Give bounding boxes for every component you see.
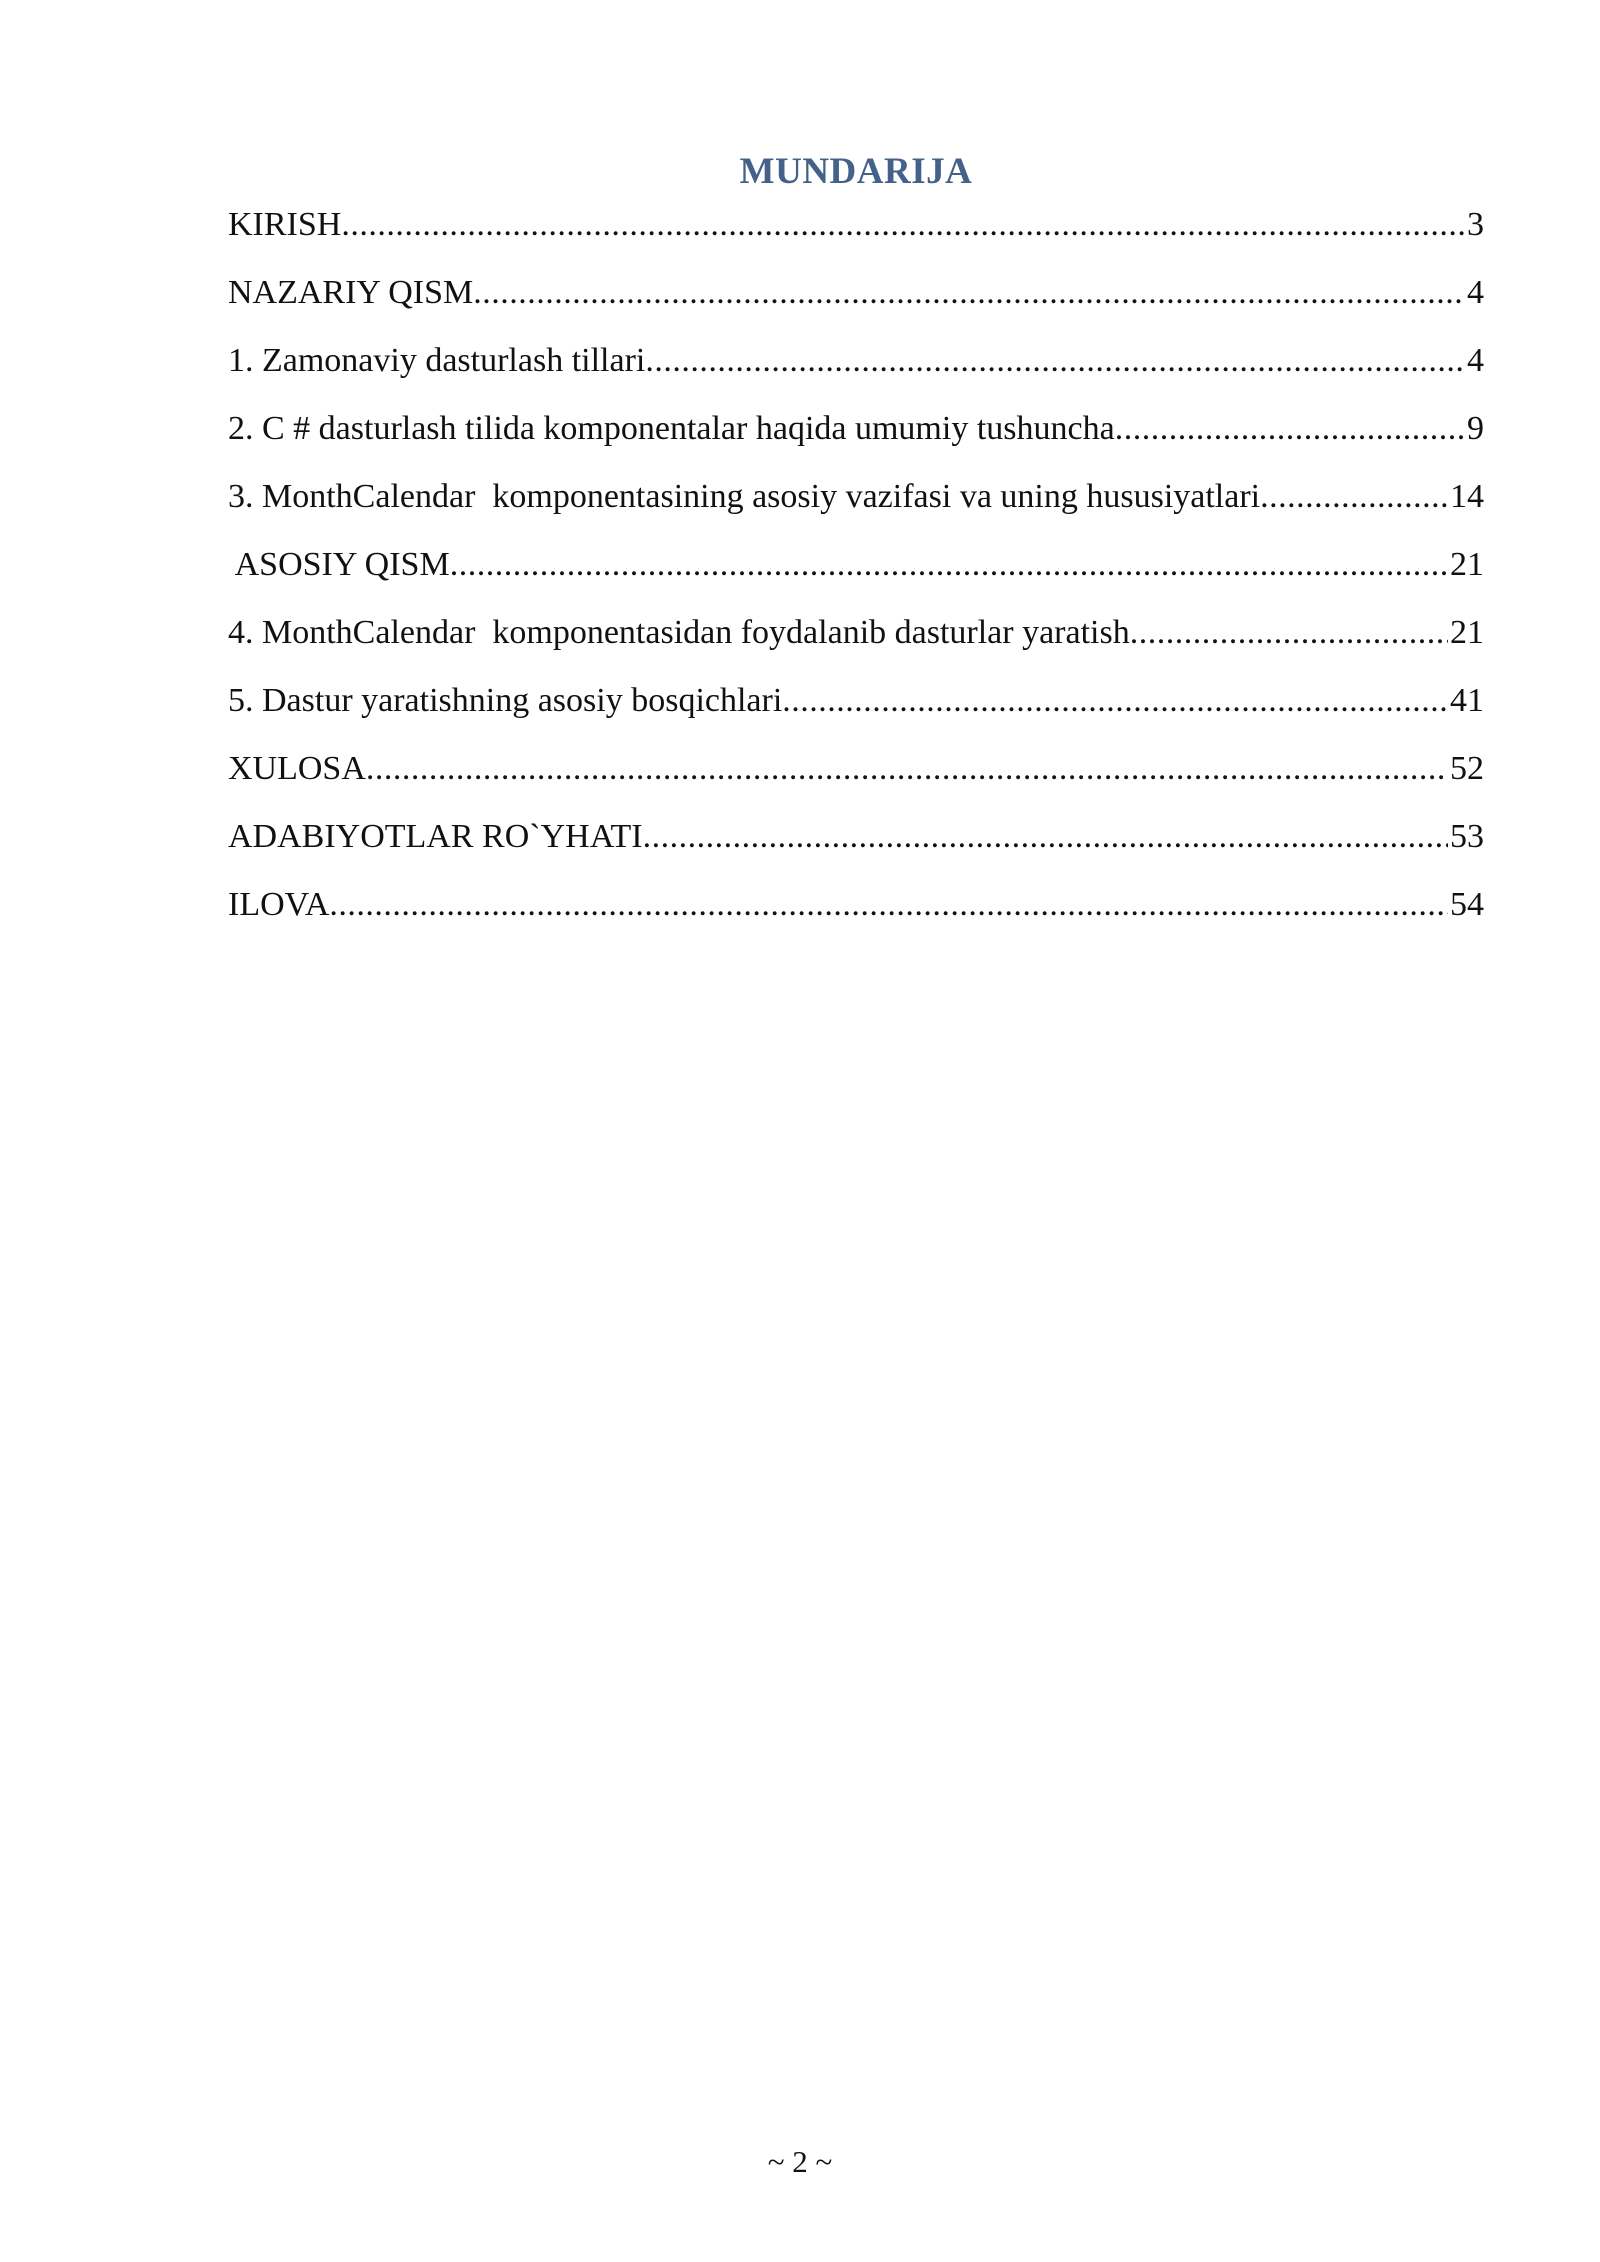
- toc-entry-page: 9: [1467, 410, 1484, 447]
- toc-entry-label: KIRISH: [228, 206, 342, 243]
- dot-leader: [1260, 470, 1448, 524]
- toc-entry-section-1[interactable]: [228, 334, 1484, 402]
- dot-leader: [450, 538, 1448, 592]
- toc-entry-section-2[interactable]: [228, 402, 1484, 470]
- toc-entry-page: 3: [1467, 206, 1484, 243]
- toc-entry-label: 1. Zamonaviy dasturlash tillari: [228, 342, 646, 379]
- toc-entry-page: 41: [1450, 682, 1484, 719]
- dot-leader: [329, 878, 1448, 932]
- dot-leader: [643, 810, 1448, 864]
- dot-leader: [1115, 402, 1465, 456]
- toc-entry-label: 4. MonthCalendar komponentasidan foydalanib dasturlar yaratish: [228, 614, 1130, 651]
- toc-entry-label: 3. MonthCalendar komponentasining asosiy vazifasi va uning hususiyatlari: [228, 478, 1261, 515]
- toc-entry-label: NAZARIY QISM: [228, 274, 474, 311]
- toc-entry-page: 54: [1450, 886, 1484, 923]
- toc-entry-label: 2. C # dasturlash tilida komponentalar haqida umumiy tushuncha: [228, 410, 1115, 447]
- toc-entry-label: ADABIYOTLAR RO`YHATI: [228, 818, 643, 855]
- toc-entry-label: ASOSIY QISM: [228, 546, 450, 583]
- dot-leader: [473, 266, 1465, 320]
- toc-entry-page: 52: [1450, 750, 1484, 787]
- toc-entry-page: 4: [1467, 274, 1484, 311]
- toc-entry-xulosa[interactable]: [228, 742, 1484, 810]
- toc-entry-page: 21: [1450, 546, 1484, 583]
- toc-title: MUNDARIJA: [739, 151, 973, 192]
- toc-entry-asosiy-qism[interactable]: [228, 538, 1484, 606]
- toc-entry-page: 53: [1450, 818, 1484, 855]
- dot-leader: [782, 674, 1448, 728]
- dot-leader: [645, 334, 1465, 388]
- toc-entry-page: 21: [1450, 614, 1484, 651]
- toc-entry-page: 4: [1467, 342, 1484, 379]
- page-number: ~ 2 ~: [767, 2144, 833, 2179]
- dot-leader: [341, 198, 1465, 252]
- toc-entry-kirish[interactable]: [228, 198, 1484, 266]
- toc-entry-page: 14: [1450, 478, 1484, 515]
- table-of-contents: [228, 198, 1484, 946]
- toc-entry-section-4[interactable]: [228, 606, 1484, 674]
- toc-entry-ilova[interactable]: [228, 878, 1484, 946]
- dot-leader: [366, 742, 1448, 796]
- toc-entry-label: 5. Dastur yaratishning asosiy bosqichlari: [228, 682, 783, 719]
- toc-entry-label: ILOVA: [228, 886, 330, 923]
- toc-entry-nazariy-qism[interactable]: [228, 266, 1484, 334]
- toc-entry-adabiyotlar[interactable]: [228, 810, 1484, 878]
- toc-entry-section-5[interactable]: [228, 674, 1484, 742]
- toc-entry-label: XULOSA: [228, 750, 366, 787]
- toc-entry-section-3[interactable]: [228, 470, 1484, 538]
- dot-leader: [1130, 606, 1448, 660]
